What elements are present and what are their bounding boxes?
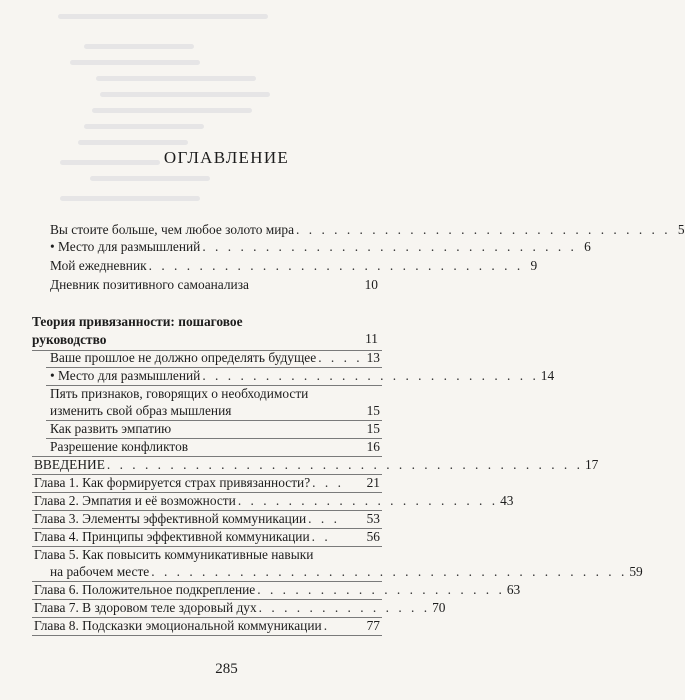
toc-entry-page: 14 (540, 368, 555, 383)
leader-dots: . . . . . . . . . . . . . . . . . . . . . . . . . . . . . . . . . . . . . . (106, 457, 583, 472)
leader-dots: . . . . . . . . . . . . . . . . . . . . . (237, 493, 499, 508)
bleed-through-text (0, 0, 453, 215)
toc-entry[interactable] (50, 222, 685, 238)
leader-dots: . . . (308, 511, 340, 526)
leader-dots: . . . . . . . . . . . . . . . . . . . . . . . . . . . (202, 368, 539, 383)
toc-entry-label: Мой ежедневник (50, 258, 147, 273)
chapter-page: 56 (366, 529, 380, 544)
section-page-row (330, 331, 378, 347)
section-page: 11 (365, 331, 378, 346)
toc-chapter[interactable] (34, 600, 446, 616)
toc-entry[interactable] (50, 421, 380, 437)
chapter-page: 70 (432, 600, 446, 615)
chapter-label: Глава 7. В здоровом теле здоровый дух (34, 600, 257, 615)
toc-entry[interactable] (50, 277, 378, 293)
toc-entry[interactable] (50, 403, 380, 419)
chapter-page: 17 (584, 457, 599, 472)
rule-line (32, 635, 382, 636)
toc-entry-page: 16 (366, 439, 380, 454)
toc-entry-page: 6 (584, 239, 591, 254)
section-heading-line1: Теория привязанности: пошаговое (32, 314, 243, 329)
toc-entry-label-line1: Пять признаков, говорящих о необходимости (50, 386, 309, 401)
toc-entry-label: Ваше прошлое не должно определять будущее (50, 350, 317, 365)
leader-dots: . (323, 618, 331, 633)
chapter-label: Глава 3. Элементы эффективной коммуникации (34, 511, 307, 526)
toc-chapter[interactable] (34, 457, 599, 473)
toc-entry[interactable] (50, 258, 538, 274)
chapter-page: 77 (366, 618, 380, 633)
chapter-label: ВВЕДЕНИЕ (34, 457, 105, 472)
toc-entry-label: Дневник позитивного самоанализа (50, 277, 249, 292)
toc-entry-label: • Место для размышлений (50, 368, 201, 383)
leader-dots: . . . . . . . . . . . . . . . . . . . . (257, 582, 505, 597)
leader-dots: . . . (312, 475, 344, 490)
chapter-page: 53 (366, 511, 380, 526)
toc-entry-label: Как развить эмпатию (50, 421, 172, 436)
leader-dots: . . (311, 529, 331, 544)
chapter-label: Глава 8. Подсказки эмоциональной коммуникации (34, 618, 322, 633)
toc-entry-label: Вы стоите больше, чем любое золото мира (50, 222, 295, 237)
toc-entry[interactable] (50, 439, 380, 455)
leader-dots: . . . . . . . . . . . . . . (258, 600, 431, 615)
toc-entry-page: 10 (364, 277, 378, 292)
chapter-label: Глава 6. Положительное подкрепление (34, 582, 256, 597)
chapter-page: 21 (366, 475, 380, 490)
toc-entry-label: изменить свой образ мышления (50, 403, 232, 418)
toc-chapter[interactable] (34, 618, 380, 634)
toc-chapter[interactable] (34, 582, 521, 598)
toc-entry[interactable] (50, 368, 555, 384)
toc-chapter[interactable] (34, 529, 380, 545)
leader-dots: . . . . . . . . . . . . . . . . . . . . . . . . . . . . . . (202, 239, 577, 254)
toc-chapter[interactable] (50, 564, 643, 580)
toc-entry-page: 13 (366, 350, 380, 365)
chapter-label: Глава 2. Эмпатия и её возможности (34, 493, 236, 508)
chapter-label-line1: Глава 5. Как повысить коммуникативные навыки (34, 547, 314, 562)
toc-entry-page: 15 (366, 403, 380, 418)
chapter-page: 59 (629, 564, 643, 579)
toc-entry-page: 9 (530, 258, 538, 273)
chapter-label: Глава 1. Как формируется страх привязанности? (34, 475, 311, 490)
leader-dots: . . . . . . . . . . . . . . . . . . . . . . . . . . . . . . . . . . . . . . (151, 564, 628, 579)
toc-chapter[interactable] (34, 493, 514, 509)
toc-chapter[interactable] (34, 511, 380, 527)
page-number: 285 (215, 661, 238, 677)
chapter-page: 43 (500, 493, 514, 508)
page-title: ОГЛАВЛЕНИЕ (163, 148, 290, 167)
toc-entry-label: • Место для размышлений (50, 239, 201, 254)
leader-dots: . . . . (318, 350, 363, 365)
leader-dots: . . . . . . . . . . . . . . . . . . . . . . . . . . . . . . (296, 222, 671, 237)
section-heading-line2: руководство (32, 332, 107, 347)
toc-entry-page: 15 (366, 421, 380, 436)
toc-chapter[interactable] (34, 475, 380, 491)
chapter-label: на рабочем месте (50, 564, 150, 579)
toc-entry[interactable] (50, 239, 591, 255)
chapter-label: Глава 4. Принципы эффективной коммуникации (34, 529, 310, 544)
toc-entry[interactable] (50, 350, 380, 366)
toc-entry-page: 5 (677, 222, 685, 237)
leader-dots: . . . . . . . . . . . . . . . . . . . . . . . . . . . . . . (148, 258, 524, 273)
chapter-page: 63 (506, 582, 521, 597)
toc-entry-label: Разрешение конфликтов (50, 439, 189, 454)
section-heading[interactable] (32, 313, 332, 349)
